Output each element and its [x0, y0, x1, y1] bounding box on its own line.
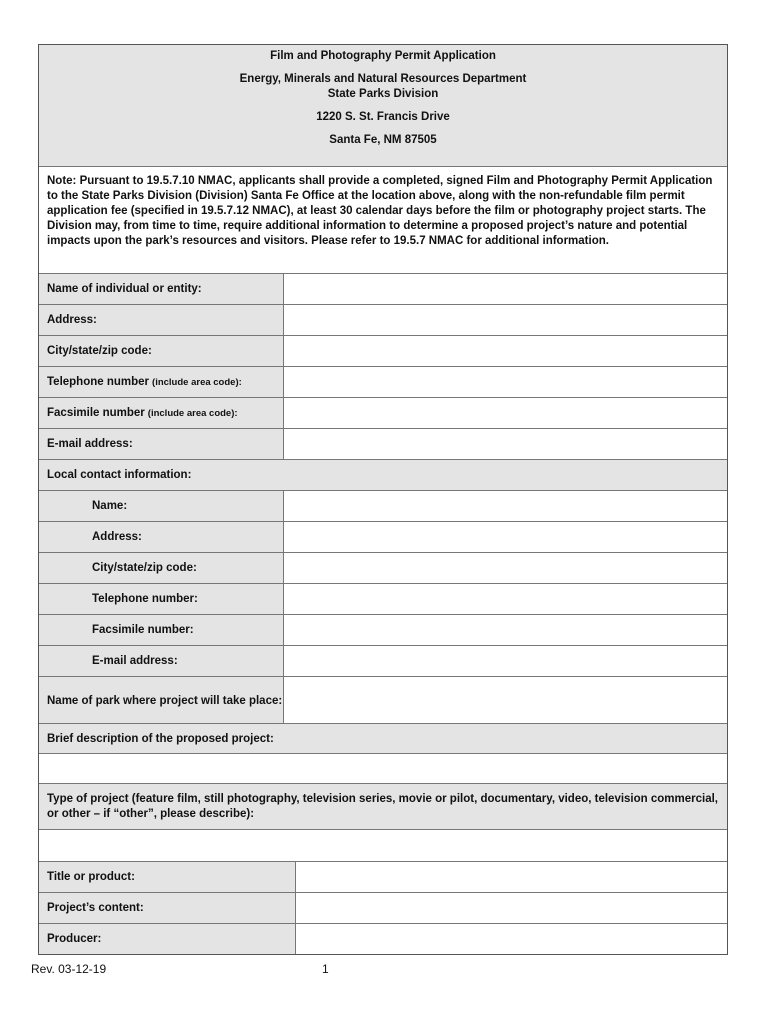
applicant-fax-label-text: Facsimile number — [47, 407, 145, 419]
page-number: 1 — [322, 962, 329, 976]
local-email-row — [39, 645, 727, 676]
revision-date: Rev. 03-12-19 — [31, 962, 107, 976]
title-row — [39, 861, 727, 892]
park-name-field[interactable] — [284, 677, 727, 723]
applicant-city-field[interactable] — [284, 336, 727, 366]
department-name: Energy, Minerals and Natural Resources Department — [239, 73, 527, 85]
local-fax-field[interactable] — [284, 615, 727, 645]
applicant-phone-field[interactable] — [284, 367, 727, 397]
local-phone-field[interactable] — [284, 584, 727, 614]
applicant-city-label: City/state/zip code: — [39, 336, 284, 366]
applicant-phone-hint: (include area code): — [152, 376, 242, 388]
city-address: Santa Fe, NM 87505 — [329, 134, 437, 146]
content-field[interactable] — [296, 893, 727, 923]
applicant-phone-label-text: Telephone number — [47, 376, 150, 388]
local-email-field[interactable] — [284, 646, 727, 676]
applicant-fax-row — [39, 397, 727, 428]
local-fax-label: Facsimile number: — [39, 615, 284, 645]
applicant-phone-label — [39, 367, 284, 397]
title-label: Title or product: — [39, 862, 296, 892]
applicant-phone-row — [39, 366, 727, 397]
park-name-row — [39, 676, 727, 723]
applicant-name-label: Name of individual or entity: — [39, 274, 284, 304]
form-header — [39, 45, 727, 166]
park-name-label: Name of park where project will take place: — [39, 677, 284, 723]
applicant-address-field[interactable] — [284, 305, 727, 335]
local-phone-label: Telephone number: — [39, 584, 284, 614]
local-email-label: E-mail address: — [39, 646, 284, 676]
applicant-email-row — [39, 428, 727, 459]
applicant-email-label: E-mail address: — [39, 429, 284, 459]
content-label: Project’s content: — [39, 893, 296, 923]
project-type-field[interactable] — [39, 829, 727, 861]
local-name-field[interactable] — [284, 491, 727, 521]
producer-row — [39, 923, 727, 954]
title-field[interactable] — [296, 862, 727, 892]
local-city-label: City/state/zip code: — [39, 553, 284, 583]
applicant-city-row — [39, 335, 727, 366]
project-type-heading: Type of project (feature film, still photography, television series, movie or pilot, documentary, video, television commercial, or other – if “other”, please describe): — [39, 783, 727, 829]
applicant-name-row — [39, 273, 727, 304]
local-phone-row — [39, 583, 727, 614]
applicant-name-field[interactable] — [284, 274, 727, 304]
local-name-row — [39, 490, 727, 521]
applicant-address-label: Address: — [39, 305, 284, 335]
local-address-label: Address: — [39, 522, 284, 552]
form-title: Film and Photography Permit Application — [270, 50, 496, 62]
note-paragraph: Note: Pursuant to 19.5.7.10 NMAC, applicants shall provide a completed, signed Film and Photography Permit Application to the State Parks Division (Division) Santa Fe Office at the location above, along with the non-refundable film permit application fee (specified in 19.5.7.12 NMAC), at least 30 calendar days before the film or photography project starts. The Division may, from time to time, require additional information to determine a proposed project’s nature and potential impacts upon the park’s resources and visitors. Please refer to 19.5.7 NMAC for additional information. — [39, 166, 727, 273]
local-fax-row — [39, 614, 727, 645]
applicant-fax-field[interactable] — [284, 398, 727, 428]
content-row — [39, 892, 727, 923]
street-address: 1220 S. St. Francis Drive — [316, 111, 450, 123]
applicant-fax-hint: (include area code): — [147, 407, 238, 419]
applicant-address-row — [39, 304, 727, 335]
producer-label: Producer: — [39, 924, 296, 954]
local-name-label: Name: — [39, 491, 284, 521]
applicant-fax-label — [39, 398, 284, 428]
local-city-row — [39, 552, 727, 583]
permit-form — [38, 44, 728, 955]
producer-field[interactable] — [296, 924, 727, 954]
description-field[interactable] — [39, 753, 727, 783]
local-contact-heading: Local contact information: — [39, 459, 727, 490]
description-heading: Brief description of the proposed project: — [39, 723, 727, 753]
local-address-row — [39, 521, 727, 552]
local-city-field[interactable] — [284, 553, 727, 583]
applicant-email-field[interactable] — [284, 429, 727, 459]
local-address-field[interactable] — [284, 522, 727, 552]
division-name: State Parks Division — [327, 88, 439, 100]
